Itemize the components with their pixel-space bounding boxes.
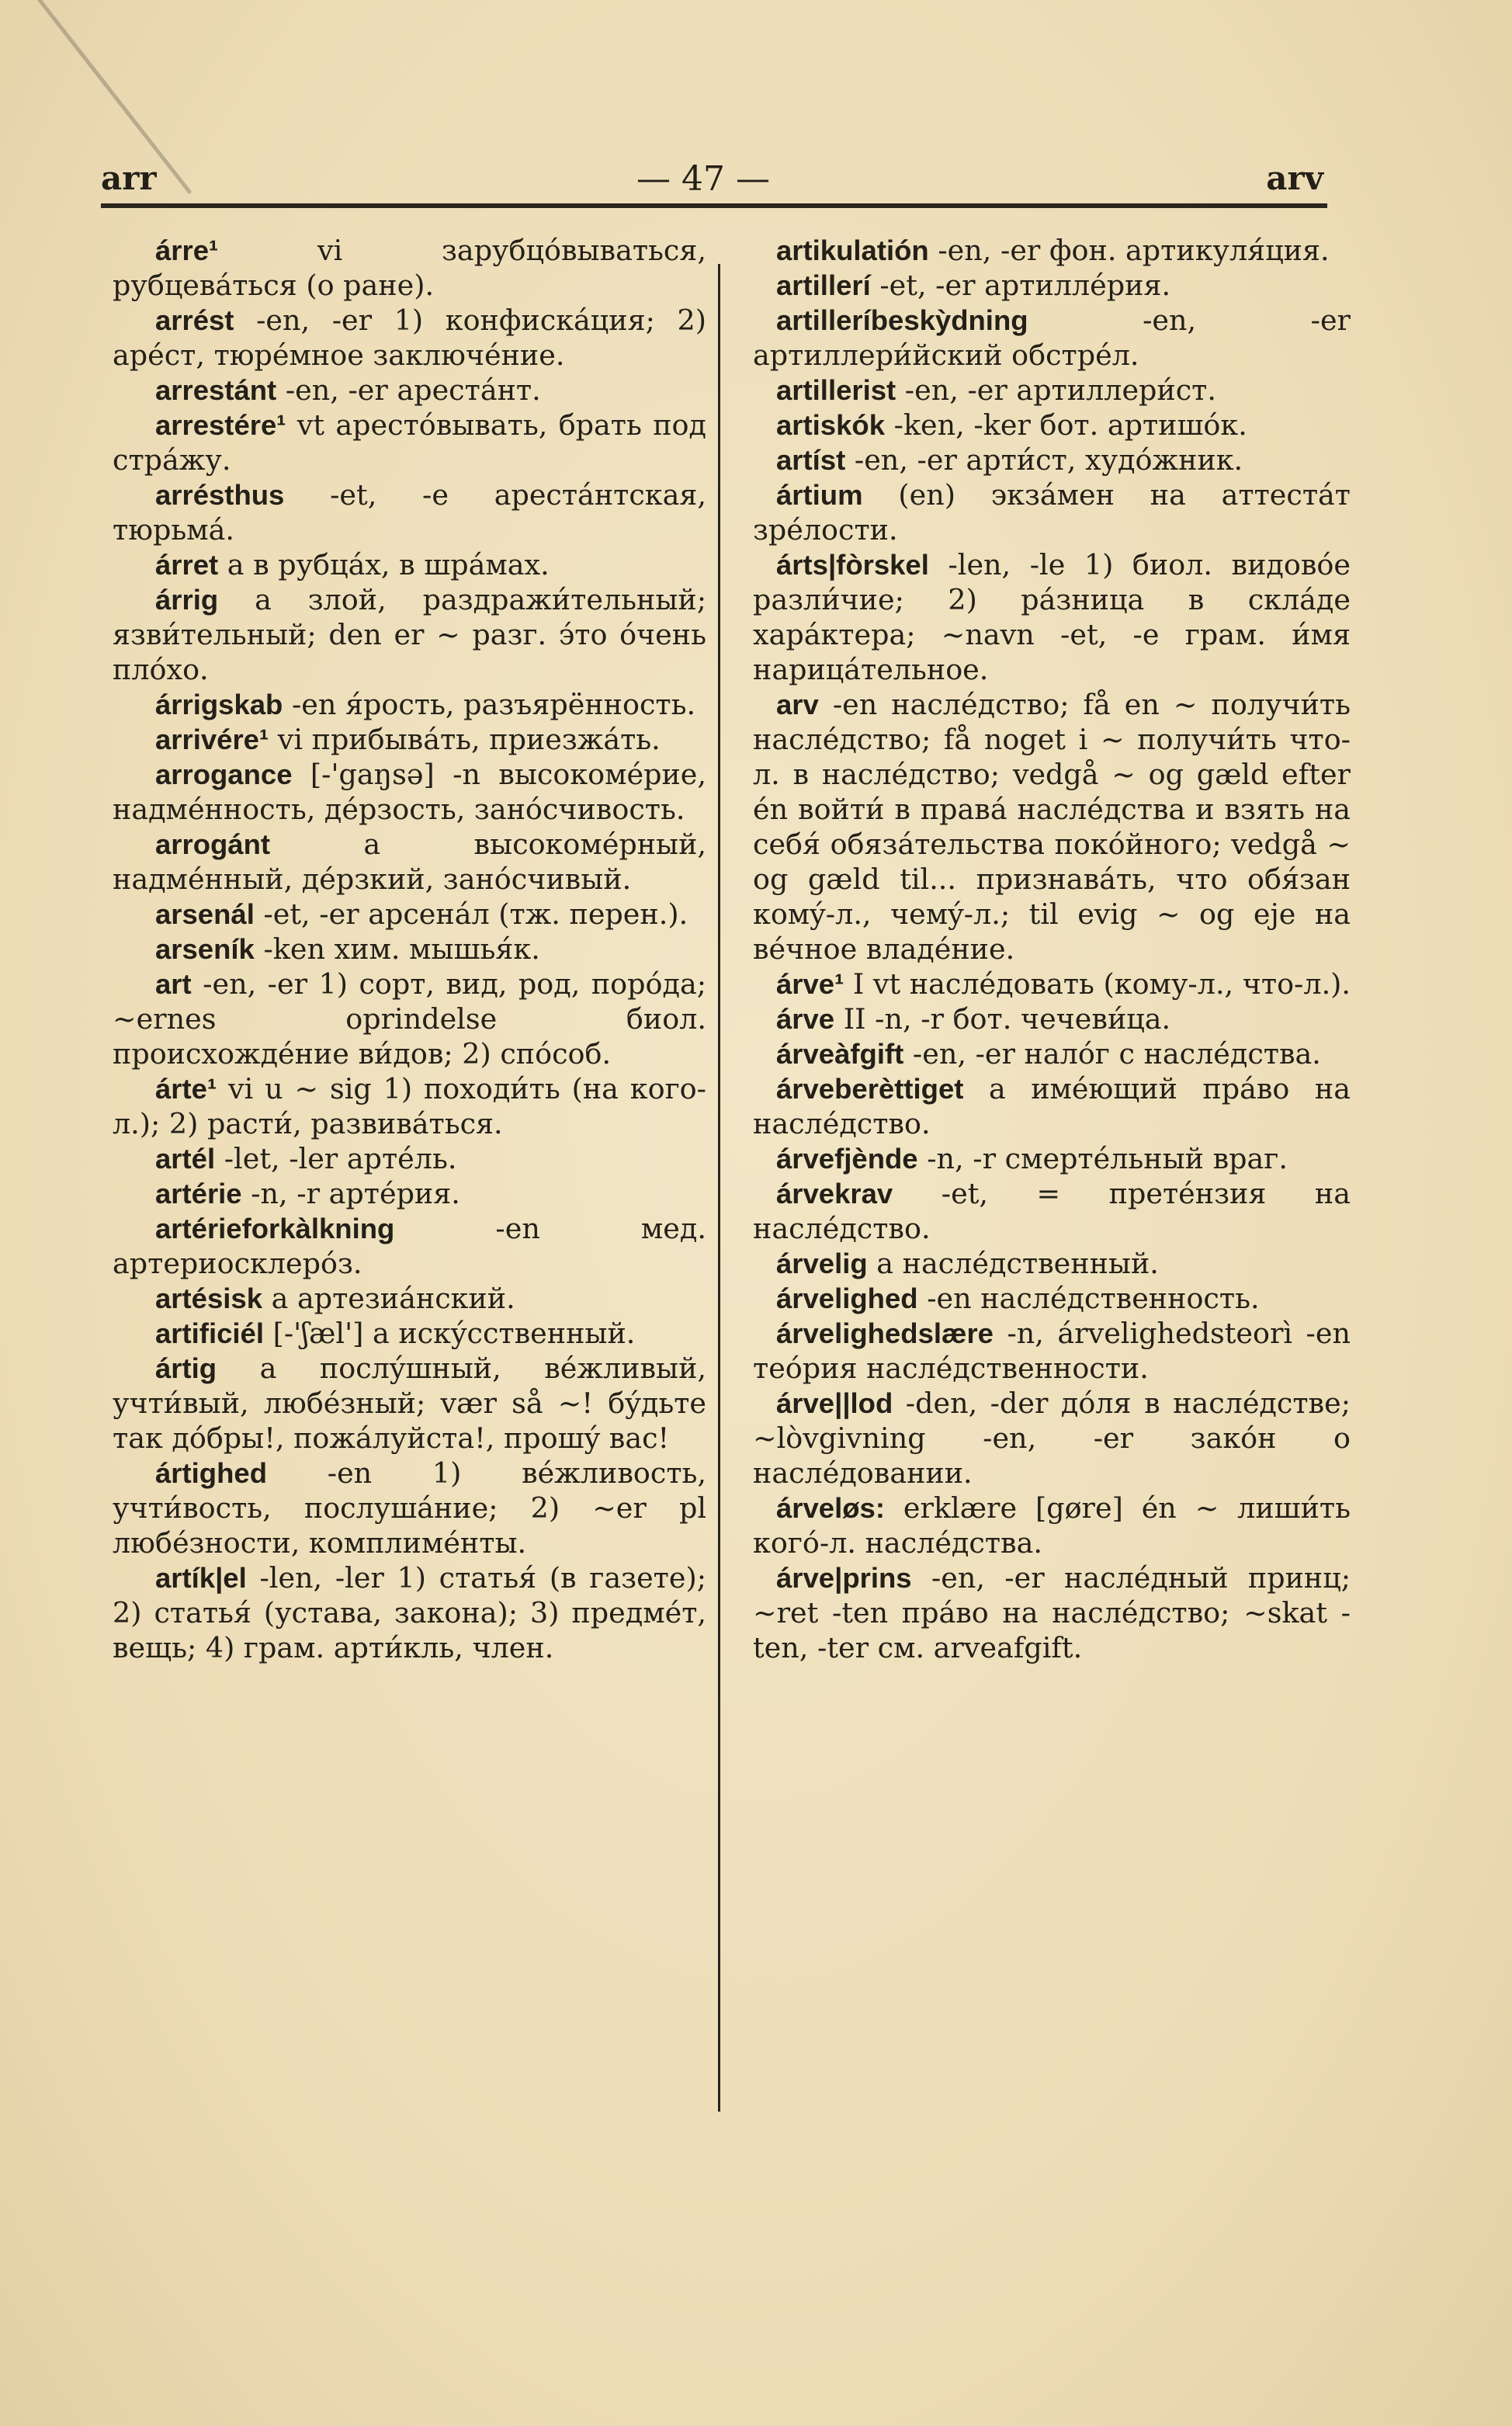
dictionary-entry — [113, 547, 706, 582]
dictionary-entry — [113, 932, 706, 967]
dictionary-entry — [113, 1281, 706, 1316]
entry-definition: -en, -er наслéдный принц; ~ret -ten прáво на наслéдство; ~skat -ten, -ter см. arveafgift. — [753, 1561, 1351, 1664]
entry-definition: a имéющий прáво на наслéдство. — [753, 1072, 1351, 1140]
entry-headword: árvekrav — [776, 1178, 893, 1210]
dictionary-entry — [113, 233, 706, 303]
entry-headword: artillerist — [776, 374, 896, 406]
dictionary-entry — [113, 408, 706, 477]
entry-headword: árveløs: — [776, 1492, 885, 1524]
entry-definition: -len, -le 1) биол. видовóе разли́чие; 2) рáзница в склáде харáктера; ~navn -et, -e грам. и́мя нарицáтельное. — [753, 548, 1351, 686]
entry-definition: a высокомéрный, надмéнный, дéрзкий, занóсчивый. — [113, 828, 706, 896]
dictionary-entry — [113, 687, 706, 722]
entry-headword: árts|fòrskel — [776, 549, 929, 581]
entry-headword: árve¹ — [776, 968, 844, 1000]
entry-definition: vt арестóвывать, брать под стрáжу. — [113, 408, 706, 477]
entry-definition: -n, árvelighedsteorì -en теóрия наслéдственности. — [753, 1317, 1351, 1385]
entry-definition: -en, -er артиллери́йский обстрéл. — [753, 304, 1351, 372]
entry-definition: -en, -er артиллери́ст. — [904, 373, 1216, 407]
entry-headword: arrivére¹ — [155, 724, 269, 755]
entry-definition: -et, = претéнзия на наслéдство. — [753, 1177, 1351, 1245]
dictionary-entry — [753, 268, 1351, 303]
entry-headword: árveberèttiget — [776, 1073, 964, 1105]
dictionary-entry — [753, 1141, 1351, 1176]
left-column — [113, 233, 706, 1665]
entry-definition: -en наслéдственность. — [927, 1282, 1260, 1315]
entry-headword: artíst — [776, 444, 846, 476]
dictionary-entry — [113, 477, 706, 547]
entry-definition: a наслéдственный. — [876, 1247, 1159, 1280]
entry-headword: artél — [155, 1143, 216, 1175]
dictionary-entry — [753, 1316, 1351, 1386]
entry-definition: a в рубцáх, в шрáмах. — [227, 548, 550, 581]
dictionary-entry — [753, 1491, 1351, 1560]
entry-definition: -et, -e арестáнтская, тюрьмá. — [113, 478, 706, 547]
entry-headword: arrogance — [155, 758, 293, 790]
entry-headword: árve||lod — [776, 1387, 893, 1419]
entry-definition: -en, -er налóг с наслéдства. — [912, 1037, 1321, 1071]
entry-definition: (en) экзáмен на аттестáт зрéлости. — [753, 478, 1351, 547]
entry-headword: artiskók — [776, 409, 885, 441]
entry-headword: artificiél — [155, 1317, 264, 1349]
entry-definition: a злой, раздражи́тельный; язви́тельный; den er ~ разг. э́то óчень плóхо. — [113, 583, 707, 686]
dictionary-entry — [113, 1211, 706, 1281]
dictionary-entry — [753, 1001, 1351, 1036]
column-divider — [718, 264, 720, 2112]
entry-headword: ártig — [155, 1352, 217, 1384]
dictionary-entry — [753, 687, 1351, 967]
dictionary-entry — [753, 408, 1351, 443]
entry-definition: [-'gaŋsə] -n высокомéрие, надмéнность, дéрзость, занóсчивость. — [113, 758, 706, 826]
entry-headword: arsenál — [155, 898, 255, 930]
entry-headword: arv — [776, 689, 819, 720]
entry-definition: -en 1) вéжливость, учти́вость, послушáние; 2) ~er pl любéзности, комплимéнты. — [113, 1456, 707, 1560]
dictionary-entry — [753, 443, 1351, 477]
entry-definition: -et, -er арсенáл (тж. перен.). — [263, 897, 688, 931]
dictionary-entry — [113, 1560, 706, 1665]
dictionary-entry — [753, 1246, 1351, 1281]
entry-headword: artérie — [155, 1178, 242, 1210]
entry-headword: arseník — [155, 933, 255, 965]
dictionary-entry — [113, 373, 706, 408]
entry-headword: árve — [776, 1003, 835, 1035]
dictionary-entry — [113, 827, 706, 897]
dictionary-entry — [113, 1456, 706, 1560]
entry-definition: -en наслéдство; få en ~ получи́ть наслéдство; få noget i ~ получи́ть что-л. в наслéдство; vedgå ~ og gæld efter én войти́ в правá наслéдства и взять на себя́ обязáтельства покóйного; vedgå ~ og gæld til... признавáть, что обя́зан комý-л., чемý-л.; til evig ~ og eje на вéчное владéние. — [753, 688, 1351, 966]
dictionary-entry — [753, 967, 1351, 1001]
entry-headword: artilleríbeskỳdning — [776, 304, 1028, 336]
dictionary-entry — [113, 303, 706, 373]
entry-headword: art — [155, 968, 192, 1000]
entry-headword: árre¹ — [155, 234, 219, 266]
page-number: — 47 — — [636, 159, 770, 199]
entry-definition: -en, -er арти́ст, худóжник. — [854, 443, 1243, 477]
entry-headword: árvefjènde — [776, 1143, 918, 1175]
entry-headword: árrig — [155, 584, 219, 616]
entry-headword: arrést — [155, 304, 234, 336]
header-first-word: arr — [101, 159, 157, 197]
entry-definition: vi прибывáть, приезжáть. — [277, 723, 661, 756]
entry-definition: vi u ~ sig 1) походи́ть (на кого-л.); 2) расти́, развивáться. — [113, 1072, 706, 1140]
entry-headword: arrestére¹ — [155, 409, 286, 441]
entry-definition: erklære [gøre] én ~ лиши́ть когó-л. наслéдства. — [753, 1491, 1351, 1560]
dictionary-entry — [753, 1386, 1351, 1491]
entry-definition: -ken, -ker бот. артишóк. — [893, 408, 1247, 442]
entry-headword: árveàfgift — [776, 1038, 904, 1070]
dictionary-entry — [753, 1560, 1351, 1665]
entry-headword: artík|el — [155, 1562, 247, 1594]
entry-definition: -en я́рость, разъярённость. — [291, 688, 696, 721]
dictionary-entry — [113, 1176, 706, 1211]
dictionary-entry — [113, 1316, 706, 1351]
entry-headword: arrésthus — [155, 479, 285, 511]
entry-headword: arrogánt — [155, 828, 271, 860]
entry-definition: vi зарубцóвываться, рубцевáться (о ране). — [113, 234, 706, 302]
dictionary-entry — [753, 477, 1351, 547]
entry-definition: a артезиáнский. — [271, 1282, 515, 1315]
entry-definition: -en, -er фон. артикуля́ция. — [938, 234, 1330, 267]
entry-definition: -den, -der дóля в наслéдстве; ~lòvgivning -en, -er закóн о наслéдовании. — [753, 1387, 1351, 1490]
entry-definition: -n, -r артéрия. — [251, 1177, 460, 1210]
entry-definition: -en, -er 1) конфискáция; 2) арéст, тюрéмное заключéние. — [113, 304, 706, 372]
dictionary-entry — [753, 373, 1351, 408]
dictionary-entry — [753, 233, 1351, 268]
entry-definition: [-'ʃæl'] a искýсственный. — [272, 1317, 636, 1350]
entry-headword: árvelighed — [776, 1282, 918, 1314]
dictionary-entry — [113, 1351, 706, 1456]
entry-headword: ártighed — [155, 1457, 267, 1489]
entry-headword: ártium — [776, 479, 863, 511]
entry-headword: árrigskab — [155, 689, 283, 720]
dictionary-entry — [753, 1176, 1351, 1246]
entry-definition: -len, -ler 1) статья́ (в газете); 2) статья́ (устава, закона); 3) предмéт, вещь; 4) грам. арти́кль, член. — [113, 1561, 706, 1664]
dictionary-entry — [753, 1071, 1351, 1141]
entry-headword: árte¹ — [155, 1073, 217, 1105]
entry-definition: -en, -er арестáнт. — [285, 373, 541, 407]
entry-definition: II -n, -r бот. чечеви́ца. — [843, 1002, 1171, 1036]
header-rule — [101, 203, 1327, 208]
entry-definition: I vt наслéдовать (кому-л., что-л.). — [852, 967, 1351, 1001]
entry-definition: -en мед. артериосклерóз. — [113, 1212, 706, 1280]
entry-definition: a послýшный, вéжливый, учти́вый, любéзный; vær så ~! бýдьте так дóбры!, пожáлуйста!, прошý вас! — [113, 1352, 707, 1455]
entry-headword: arrestánt — [155, 374, 277, 406]
entry-headword: artésisk — [155, 1282, 262, 1314]
dictionary-entry — [113, 897, 706, 932]
entry-definition: -et, -er артиллéрия. — [879, 269, 1171, 302]
entry-headword: artillerí — [776, 269, 871, 301]
entry-definition: -en, -er 1) сорт, вид, род, порóда; ~ernes oprindelse биол. происхождéние ви́дов; 2) спóсоб. — [113, 967, 707, 1071]
dictionary-entry — [113, 722, 706, 757]
page-header — [101, 159, 1323, 206]
entry-definition: -ken хим. мышья́к. — [263, 932, 540, 966]
dictionary-entry — [113, 1141, 706, 1176]
entry-headword: artérieforkàlkning — [155, 1213, 395, 1244]
entry-headword: árvelighedslære — [776, 1317, 994, 1349]
header-last-word: arv — [1266, 159, 1323, 197]
entry-headword: artikulatión — [776, 234, 929, 266]
entry-headword: árvelig — [776, 1248, 868, 1279]
dictionary-entry — [753, 303, 1351, 373]
right-column — [753, 233, 1351, 1665]
dictionary-entry — [113, 757, 706, 827]
entry-headword: árve|prins — [776, 1562, 912, 1594]
entry-headword: árret — [155, 549, 219, 581]
dictionary-entry — [753, 1036, 1351, 1071]
entry-definition: -n, -r смертéльный враг. — [927, 1142, 1288, 1175]
dictionary-entry — [753, 1281, 1351, 1316]
dictionary-entry — [753, 547, 1351, 687]
dictionary-entry — [113, 1071, 706, 1141]
entry-definition: -let, -ler артéль. — [224, 1142, 457, 1175]
dictionary-entry — [113, 967, 706, 1071]
dictionary-entry — [113, 582, 706, 687]
